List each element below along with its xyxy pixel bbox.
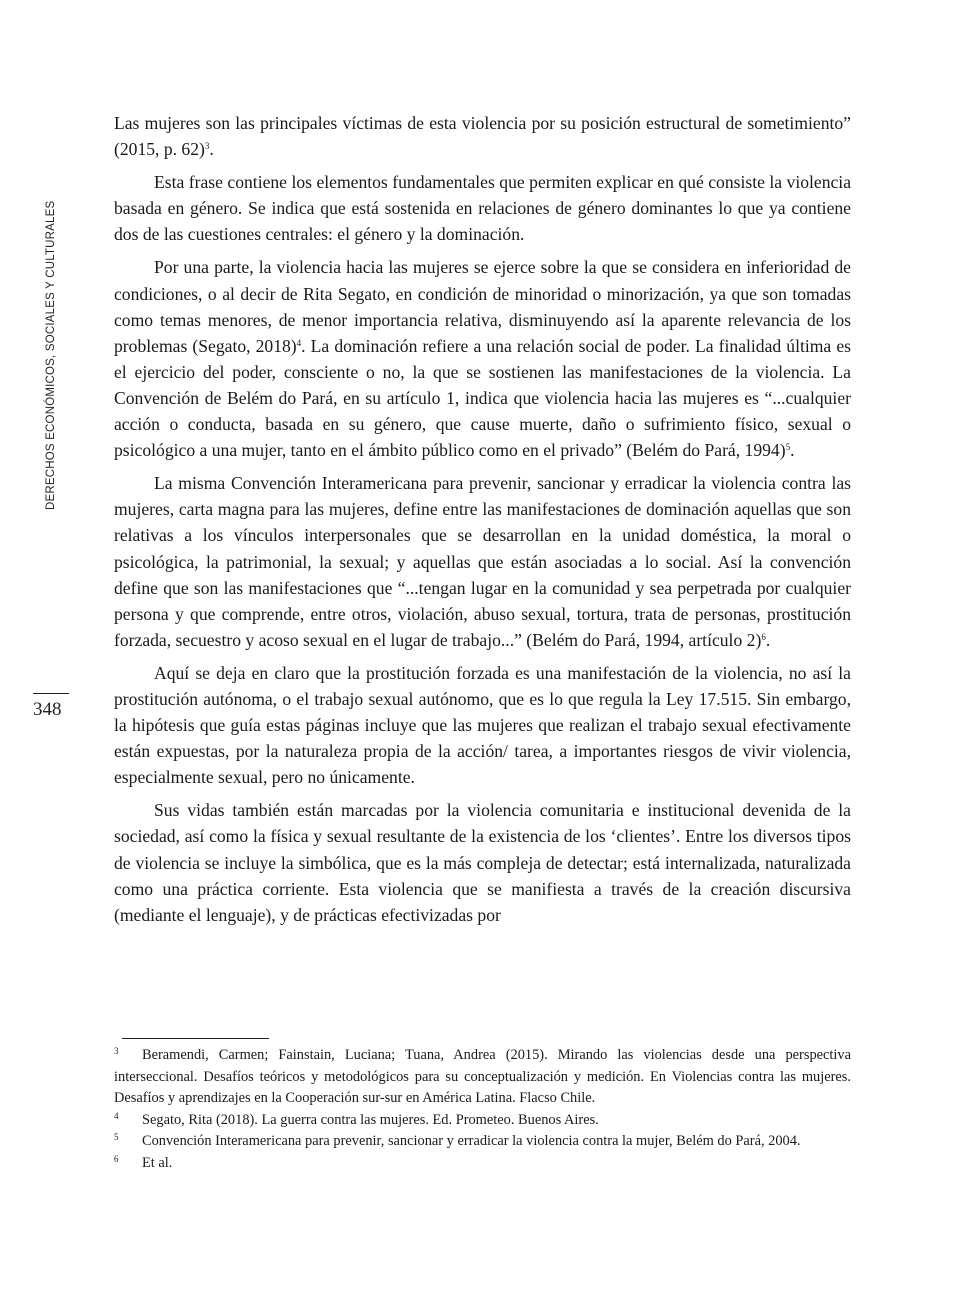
paragraph-text: La misma Convención Interamericana para prevenir, sancionar y erradicar la violencia contra las mujeres, carta magna para las mujeres, define entre las manifestaciones de dominación aquellas que son relativas a los vínculos interpersonales que se desarrollan en la unidad doméstica, la moral o psicológica, la patrimonial, la sexual; y aquellas que están asociadas a lo social. Así la convención define que son las manifestaciones que “...tengan lugar en la comunidad y sea perpetrada por cualquier persona y que comprende, entre otros, violación, abuso sexual, tortura, trata de personas, prostitución forzada, secuestro y acoso sexual en el lugar de trabajo...” (Belém do Pará, 1994, artículo 2) (114, 473, 851, 650)
paragraph-text-after: . (209, 139, 214, 160)
footnote-separator (122, 1038, 269, 1039)
paragraph-text: Esta frase contiene los elementos fundamentales que permiten explicar en qué consiste la violencia basada en género. Se indica que está sostenida en relaciones de género dominantes lo que ya contiene dos de las cuestiones centrales: el género y la dominación. (114, 172, 851, 245)
footnote-text: Convención Interamericana para prevenir, sancionar y erradicar la violencia contra la mujer, Belém do Pará, 2004. (142, 1133, 801, 1149)
page-number: 348 (33, 699, 62, 720)
footnote-3: 3 Beramendi, Carmen; Fainstain, Luciana; Tuana, Andrea (2015). Mirando las violencias desde una perspectiva interseccional. Desafíos teóricos y metodológicos para su conceptualización y medición. En Violencias contra las mujeres. Desafíos y aprendizajes en la Cooperación sur-sur en América Latina. Flacso Chile. (114, 1046, 851, 1106)
paragraph-2 (114, 169, 851, 247)
paragraph-text: Aquí se deja en claro que la prostitución forzada es una manifestación de la violencia, no así la prostitución autónoma, o el trabajo sexual autónomo, que es lo que regula la Ley 17.515. Sin embargo, la hipótesis que guía estas páginas incluye que las mujeres que realizan el trabajo sexual efectivamente están expuestas, por la naturaleza propia de la acción/ tarea, a importantes riesgos de vivir violencia, especialmente sexual, pero no únicamente. (114, 662, 851, 788)
footnote-text: Et al. (142, 1154, 173, 1171)
running-head: DERECHOS ECONÓMICOS, SOCIALES Y CULTURALES (45, 200, 57, 510)
paragraph-text: Por una parte, la violencia hacia las mujeres se ejerce sobre la que se considera en inferioridad de condiciones, o al decir de Rita Segato, en condición de minoridad o minorización, ya que son tomadas como temas menores, de menor importancia relativa, disminuyendo así la aparente relevancia de los problemas (Segato, 2018) (114, 257, 851, 356)
footnote-ref: 5 (785, 442, 791, 453)
footnote-text: Segato, Rita (2018). La guerra contra las mujeres. Ed. Prometeo. Buenos Aires. (142, 1111, 599, 1128)
paragraph-text-after: . (765, 629, 771, 650)
paragraph-3 (114, 254, 851, 463)
footnote-6: 6 Et al. (114, 1153, 173, 1171)
paragraph-1 (114, 110, 851, 162)
body-text (114, 110, 851, 935)
footnotes (114, 1045, 851, 1174)
footnote-text: Beramendi, Carmen; Fainstain, Luciana; Tuana, Andrea (2015). Mirando las violencias desde una perspectiva interseccional. Desafíos teóricos y metodológicos para su conceptualización y medición. En Violencias contra las mujeres. Desafíos y aprendizajes en la Cooperación sur-sur en América Latina. Flacso Chile. (114, 1047, 851, 1106)
footnote-5: 5 Convención Interamericana para prevenir, sancionar y erradicar la violencia contra la mujer, Belém do Pará, 2004. (114, 1132, 801, 1149)
page-number-rule (33, 693, 69, 694)
footnote-ref: 4 (296, 337, 302, 348)
paragraph-text-tail: . (790, 440, 795, 461)
footnote-ref: 6 (761, 631, 766, 642)
footnote-4: 4 Segato, Rita (2018). La guerra contra las mujeres. Ed. Prometeo. Buenos Aires. (114, 1110, 599, 1128)
paragraph-6 (114, 797, 851, 927)
paragraph-text: Sus vidas también están marcadas por la violencia comunitaria e institucional devenida de la sociedad, así como la física y sexual resultante de la existencia de los ‘clientes’. Entre los diversos tipos de violencia se incluye la simbólica, que es la más compleja de detectar; está internalizada, naturalizada como una práctica corriente. Esta violencia que se manifiesta a través de la creación discursiva (mediante el lenguaje), y de prácticas efectivizadas por (114, 800, 851, 925)
paragraph-text-after: . La dominación refiere a una relación social de poder. La finalidad última es el ejercicio del poder, consciente o no, la que se sostienen las manifestaciones de la violencia. La Convención de Belém do Pará, en su artículo 1, indica que violencia hacia las mujeres es “...cualquier acción o conducta, basada en su género, que cause muerte, daño o sufrimiento físico, sexual o psicológico a una mujer, tanto en el ámbito público como en el privado” (Belém do Pará, 1994) (114, 335, 851, 461)
paragraph-text: Las mujeres son las principales víctimas de esta violencia por su posición estructural de sometimiento” (2015, p. 62) (114, 113, 851, 160)
footnote-ref: 3 (204, 141, 210, 152)
paragraph-5 (114, 660, 851, 790)
paragraph-4 (114, 470, 851, 653)
